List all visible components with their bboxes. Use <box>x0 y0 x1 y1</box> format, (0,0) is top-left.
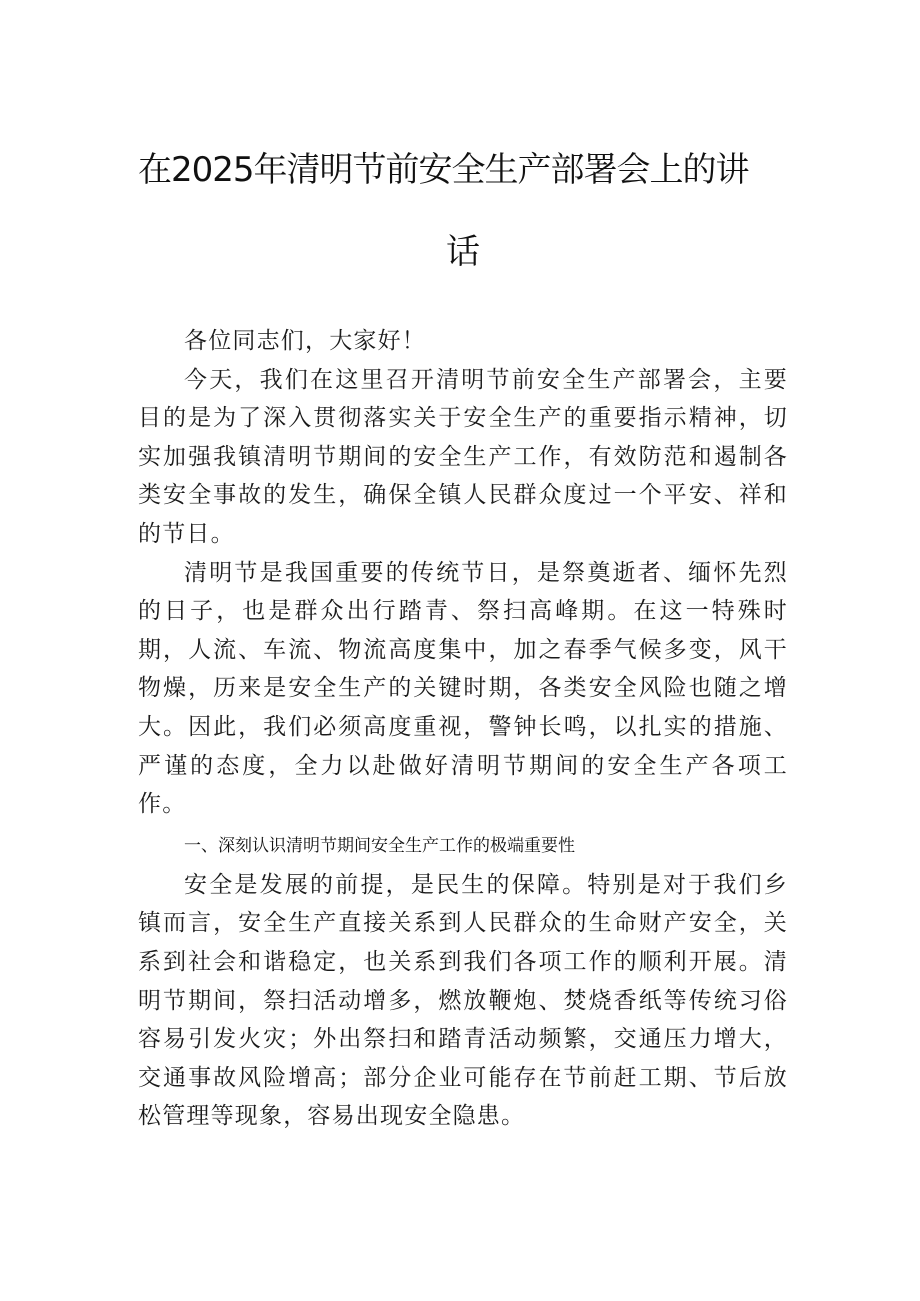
document-title-line-2: 话 <box>446 232 480 272</box>
greeting-paragraph: 各位同志们，大家好！ <box>184 328 426 354</box>
document-title-line-1: 在2025年清明节前安全生产部署会上的讲 <box>138 150 749 190</box>
intro-paragraph-2: 清明节是我国重要的传统节日，是祭奠逝者、缅怀先烈的日子，也是群众出行踏青、祭扫高峰期。在这一特殊时期，人流、车流、物流高度集中，加之春季气候多变，风干物燥，历来是安全生产的关键时期，各类安全风险也随之增大。因此，我们必须高度重视，警钟长鸣，以扎实的措施、严谨的态度，全力以赴做好清明节期间的安全生产各项工作。 <box>138 559 788 818</box>
section-1-heading: 一、深刻认识清明节期间安全生产工作的极端重要性 <box>184 835 575 856</box>
document-body <box>138 322 788 1136</box>
intro-paragraph-1: 今天，我们在这里召开清明节前安全生产部署会，主要目的是为了深入贯彻落实关于安全生产的重要指示精神，切实加强我镇清明节期间的安全生产工作，有效防范和遏制各类安全事故的发生，确保全镇人民群众度过一个平安、祥和的节日。 <box>138 366 788 547</box>
section-1-paragraph-1: 安全是发展的前提，是民生的保障。特别是对于我们乡镇而言，安全生产直接关系到人民群众的生命财产安全，关系到社会和谐稳定，也关系到我们各项工作的顺利开展。清明节期间，祭扫活动增多，燃放鞭炮、焚烧香纸等传统习俗容易引发火灾；外出祭扫和踏青活动频繁，交通压力增大，交通事故风险增高；部分企业可能存在节前赶工期、节后放松管理等现象，容易出现安全隐患。 <box>138 871 788 1130</box>
